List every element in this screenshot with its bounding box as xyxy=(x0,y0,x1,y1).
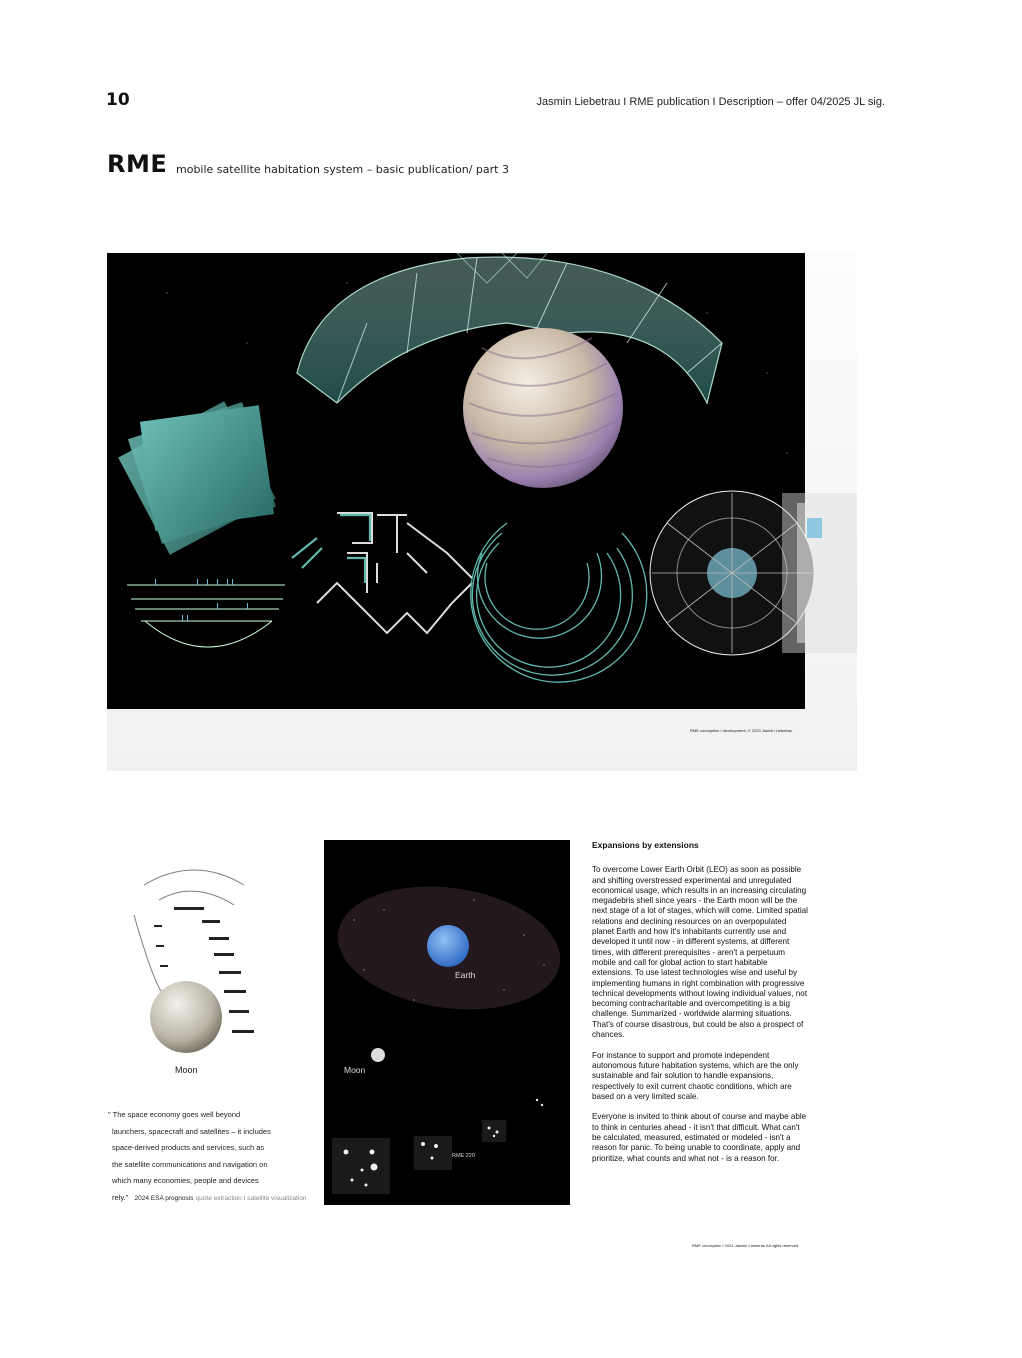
quote-line: which many economies, people and devices xyxy=(112,1176,259,1185)
stacked-panels xyxy=(118,401,276,554)
cluster-c xyxy=(482,1120,506,1142)
quote-source-note: quote extraction I satellite visualization xyxy=(195,1194,307,1202)
mandala-plan xyxy=(650,491,857,655)
striped-sphere xyxy=(463,328,623,488)
doc-title: RME xyxy=(107,150,168,178)
cluster-b xyxy=(414,1136,452,1170)
moon-dot xyxy=(371,1048,385,1062)
quote-source: 2024 ESA prognosis xyxy=(134,1194,194,1202)
article-paragraph: To overcome Lower Earth Orbit (LEO) as soon as possible and shifting overstressed experimental and unregulated economical usage, which results in an increasing circulating megadebris shell since years - the Earth moon will be the next stage of a lot of stages, which will come. Limited spatial relations and declining resources on an overpopulated planet Earth and how it's inhabitants currently use and developed it until now - in different systems, at different times, with different prerequisites - aren't a perpetuum mobile and call for global action to start habitable extensions. To use latest technologies wise and useful by implementing humans in right combination with progressive technical developments without lowing individual values, not becoming contracharitable and overcompetiting is a big challenge. Summarized - worldwide alarming situations. That's of course disastrous, but could be also a prospect of chances. xyxy=(592,865,808,1040)
moon-satellite-sketch xyxy=(104,845,274,1085)
article-heading: Expansions by extensions xyxy=(592,840,699,850)
earth-label: Earth xyxy=(455,970,476,980)
header-meta: Jasmin Liebetrau I RME publication I Description – offer 04/2025 JL sig. xyxy=(536,96,885,108)
quote-line: space-derived products and services, such as xyxy=(112,1143,265,1152)
esa-quote xyxy=(108,1107,323,1207)
article-text xyxy=(592,840,810,1174)
quote-line: launchers, spacecraft and satellites – it includes xyxy=(112,1126,271,1136)
quote-last: rely." xyxy=(112,1192,129,1202)
moon-label-left: Moon xyxy=(175,1065,198,1075)
floorplan-drawing xyxy=(317,513,472,633)
quote-line: " The space economy goes well beyond xyxy=(108,1110,241,1119)
page-number: 10 xyxy=(106,90,130,110)
quote-source-line xyxy=(108,1190,323,1208)
earth-sphere xyxy=(427,925,469,967)
hero-illustration xyxy=(107,253,857,709)
footer-credit: RME conception I 2024 Jasmin Liebetrau All rights reserved. xyxy=(692,1243,800,1248)
moon-label-space: Moon xyxy=(344,1065,366,1075)
cluster-a xyxy=(332,1138,390,1194)
earth-moon-visualization xyxy=(324,840,570,1205)
section-lines xyxy=(127,585,285,647)
hero-image xyxy=(107,253,805,709)
hero-credit: RME conception I development, © 2023 Jasmin Liebetrau xyxy=(690,728,793,733)
moon-sphere xyxy=(150,981,222,1053)
station-label: RME 220 xyxy=(452,1153,475,1159)
space-svg xyxy=(324,840,570,1205)
floorplan-accent xyxy=(292,515,370,583)
article-paragraph: Everyone is invited to think about of course and maybe able to think in centuries ahead - it isn't that difficult. What can't be calculated, measured, estimated or modeled - isn't a reason for panic. To being unable to coordinate, apply and prioritize, what counts and what not - is a reason for. xyxy=(592,1112,807,1163)
concentric-rings xyxy=(471,523,647,682)
quote-line: the satellite communications and navigation on xyxy=(112,1159,268,1169)
article-paragraph: For instance to support and promote independent autonomous future habitation systems, which are the only sustainable and fair solution to handle expansions, respectively to exit current chaotic conditions, which are based on a very limited scale. xyxy=(592,1050,799,1101)
doc-subtitle: mobile satellite habitation system – basic publication/ part 3 xyxy=(176,163,509,176)
moon-sketch-svg xyxy=(104,845,274,1085)
